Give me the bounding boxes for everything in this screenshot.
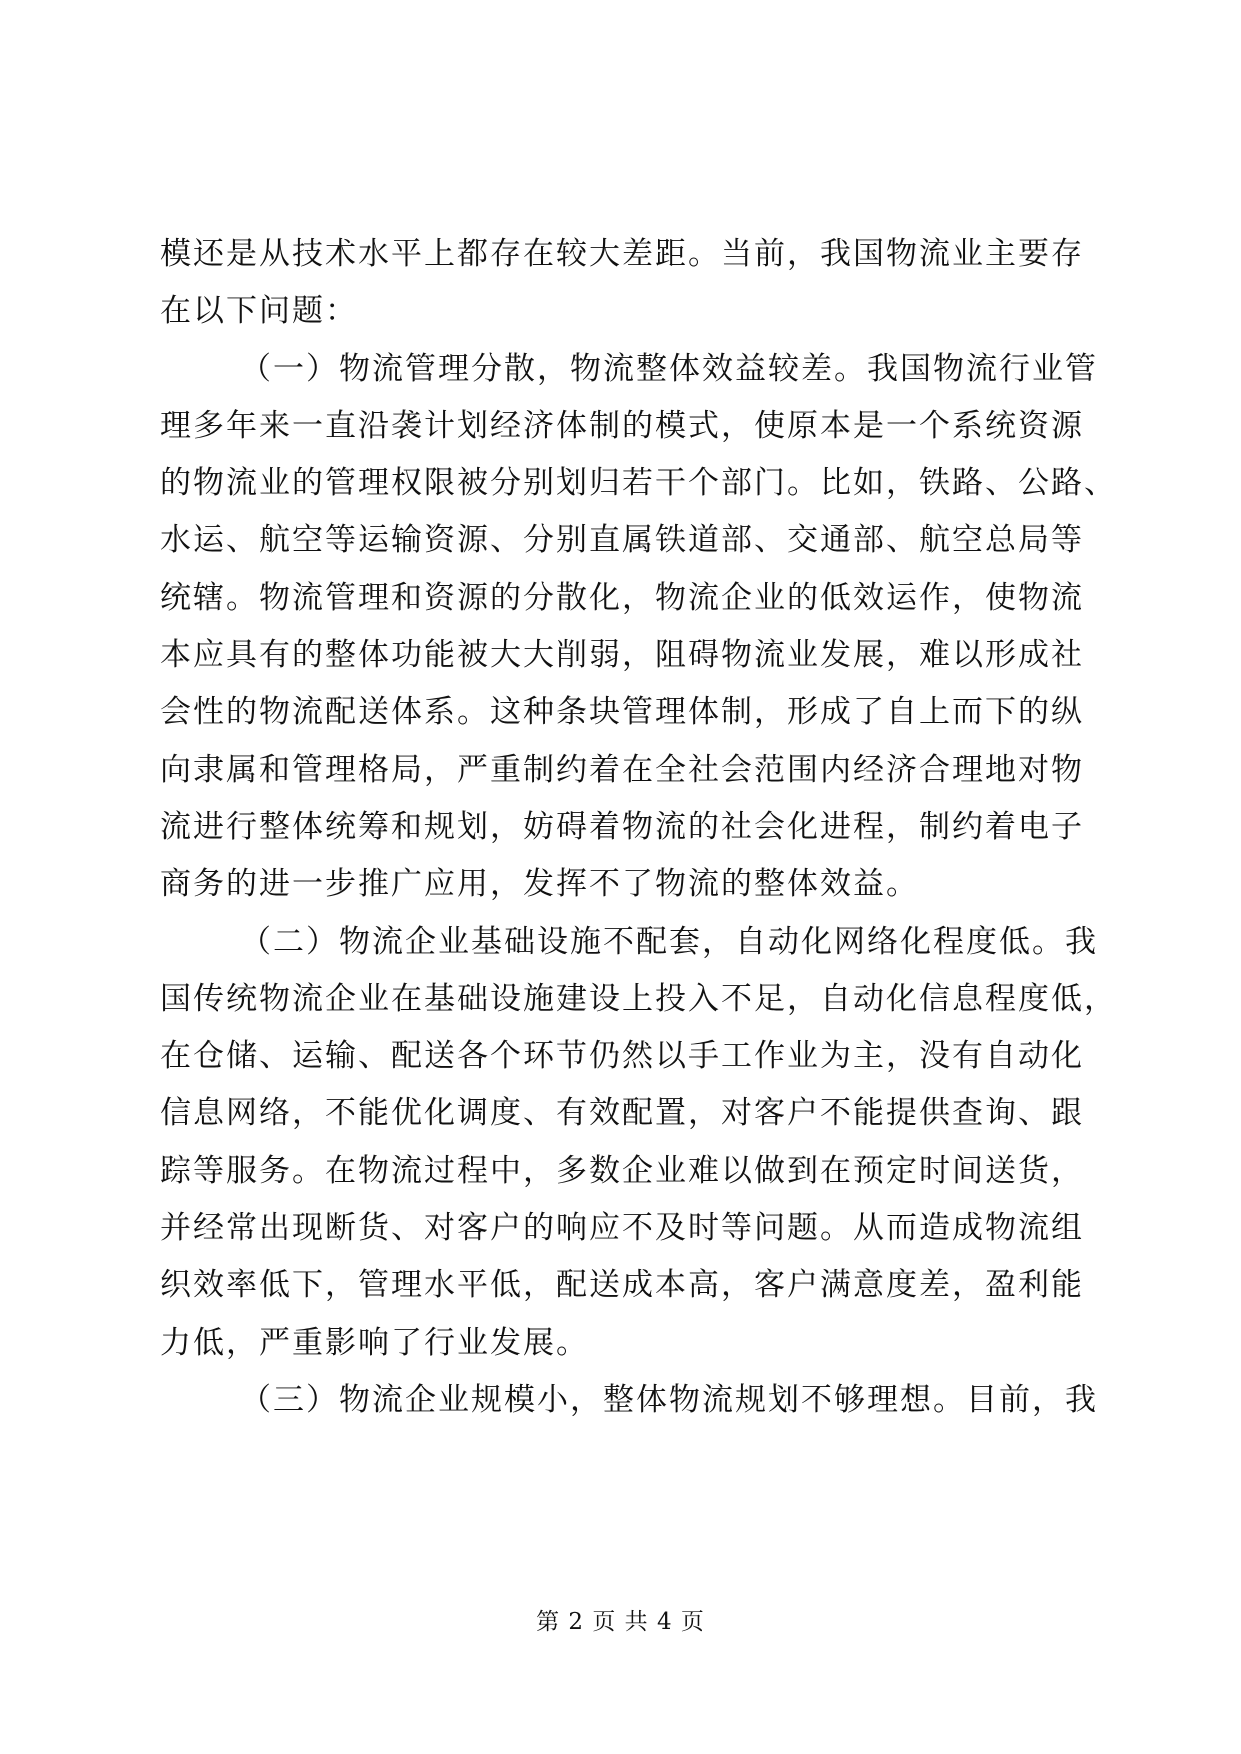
section-heading-line: （二）物流企业基础设施不配套，自动化网络化程度低。我 — [240, 923, 1098, 960]
page-number-label: 第 2 页 共 4 页 — [536, 1609, 705, 1635]
text-line: 本应具有的整体功能被大大削弱，阻碍物流业发展，难以形成社 — [160, 637, 1084, 674]
text-line: 的物流业的管理权限被分别划归若干个部门。比如，铁路、公路、 — [160, 465, 1117, 502]
text-line: 踪等服务。在物流过程中，多数企业难以做到在预定时间送货， — [160, 1152, 1084, 1189]
text-line: 向隶属和管理格局，严重制约着在全社会范围内经济合理地对物 — [160, 751, 1084, 788]
text-line: 在仓储、运输、配送各个环节仍然以手工作业为主，没有自动化 — [160, 1038, 1084, 1075]
text-line: 流进行整体统筹和规划，妨碍着物流的社会化进程，制约着电子 — [160, 808, 1084, 845]
text-line: 力低，严重影响了行业发展。 — [160, 1324, 589, 1361]
text-line: 并经常出现断货、对客户的响应不及时等问题。从而造成物流组 — [160, 1210, 1084, 1247]
section-heading-line: （三）物流企业规模小，整体物流规划不够理想。目前，我 — [240, 1381, 1098, 1418]
page-footer — [0, 1607, 1241, 1637]
text-line: 商务的进一步推广应用，发挥不了物流的整体效益。 — [160, 866, 919, 903]
text-line: 模还是从技术水平上都存在较大差距。当前，我国物流业主要存 — [160, 236, 1084, 272]
text-line: 理多年来一直沿袭计划经济体制的模式，使原本是一个系统资源 — [160, 407, 1084, 444]
text-line: 织效率低下，管理水平低，配送成本高，客户满意度差，盈利能 — [160, 1267, 1084, 1304]
text-line: 水运、航空等运输资源、分别直属铁道部、交通部、航空总局等 — [160, 522, 1084, 559]
text-line: 在以下问题： — [160, 293, 358, 330]
text-line: 国传统物流企业在基础设施建设上投入不足，自动化信息程度低， — [160, 980, 1117, 1017]
text-line: 统辖。物流管理和资源的分散化，物流企业的低效运作，使物流 — [160, 579, 1084, 616]
text-line: 信息网络，不能优化调度、有效配置，对客户不能提供查询、跟 — [160, 1095, 1084, 1132]
text-line: 会性的物流配送体系。这种条块管理体制，形成了自上而下的纵 — [160, 694, 1084, 731]
body-text — [160, 226, 1117, 1429]
section-heading-line: （一）物流管理分散，物流整体效益较差。我国物流行业管 — [240, 350, 1098, 387]
